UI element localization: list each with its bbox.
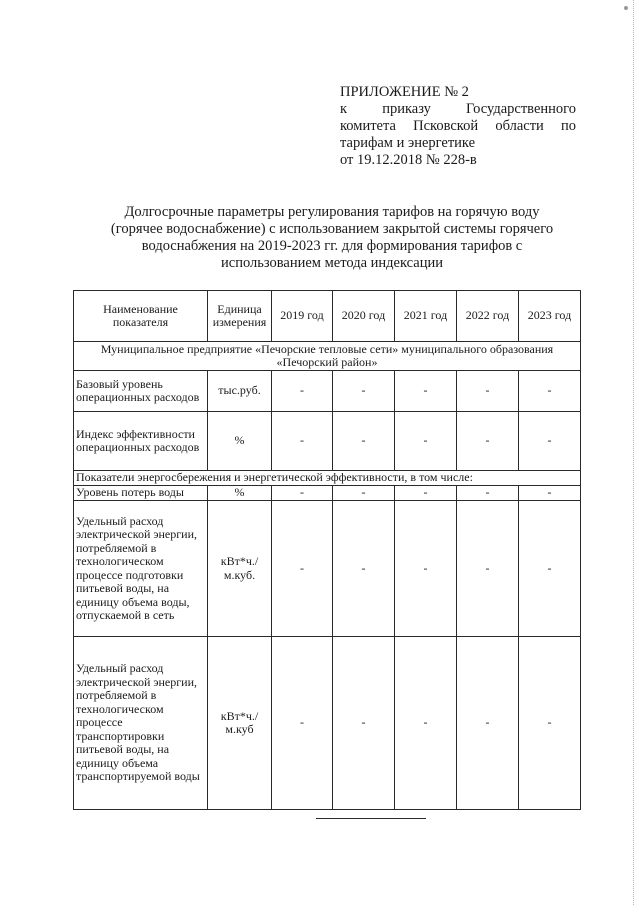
row-value: -: [333, 412, 395, 471]
row-name: Уровень потерь воды: [74, 486, 208, 501]
row-value: -: [519, 637, 581, 810]
header-year: 2019 год: [272, 291, 333, 342]
row-value: -: [333, 637, 395, 810]
row-value: -: [519, 371, 581, 412]
row-unit: %: [208, 412, 272, 471]
row-name: Удельный расход электрической энергии, потребляемой в технологическом процессе подготовки питьевой воды, на единицу объема воды, отпускаемой в сеть: [74, 501, 208, 637]
header-unit: Единица измерения: [208, 291, 272, 342]
scan-mark: [624, 6, 628, 10]
row-unit: %: [208, 486, 272, 501]
appendix-line: к приказу Государственного: [340, 101, 576, 117]
row-value: -: [457, 371, 519, 412]
section-row: [74, 471, 581, 486]
header-row: [74, 291, 581, 342]
header-year: 2022 год: [457, 291, 519, 342]
row-name: Удельный расход электрической энергии, потребляемой в технологическом процессе транспортировки питьевой воды, на единицу объема транспортируемой воды: [74, 637, 208, 810]
organization-row: [74, 342, 581, 371]
header-name: Наименование показателя: [74, 291, 208, 342]
header-year: 2020 год: [333, 291, 395, 342]
row-unit: кВт*ч./м.куб.: [208, 501, 272, 637]
title-line: Долгосрочные параметры регулирования тарифов на горячую воду: [124, 204, 540, 220]
row-name: Базовый уровень операционных расходов: [74, 371, 208, 412]
row-value: -: [272, 501, 333, 637]
row-value: -: [519, 501, 581, 637]
row-value: -: [272, 637, 333, 810]
section-label: Показатели энергосбережения и энергетической эффективности, в том числе:: [74, 471, 581, 486]
appendix-block: [340, 84, 576, 169]
row-value: -: [272, 486, 333, 501]
row-value: -: [519, 412, 581, 471]
table-row: [74, 637, 581, 810]
row-value: -: [457, 412, 519, 471]
title-line: использованием метода индексации: [221, 255, 443, 271]
row-value: -: [395, 412, 457, 471]
row-value: -: [333, 371, 395, 412]
footer-divider: [316, 818, 426, 819]
appendix-line: тарифам и энергетике: [340, 135, 476, 151]
row-value: -: [519, 486, 581, 501]
row-value: -: [395, 637, 457, 810]
row-value: -: [333, 486, 395, 501]
row-value: -: [333, 501, 395, 637]
appendix-date: от 19.12.2018 № 228-в: [340, 152, 477, 168]
header-year: 2023 год: [519, 291, 581, 342]
row-value: -: [272, 371, 333, 412]
row-value: -: [395, 486, 457, 501]
organization-name: Муниципальное предприятие «Печорские тепловые сети» муниципального образования «Печорский район»: [74, 342, 581, 371]
row-value: -: [395, 501, 457, 637]
row-unit: тыс.руб.: [208, 371, 272, 412]
scan-edge: [632, 0, 634, 905]
document-title: [90, 204, 574, 272]
appendix-line: комитета Псковской области по: [340, 118, 576, 134]
parameters-table: [73, 290, 581, 810]
header-year: 2021 год: [395, 291, 457, 342]
row-value: -: [457, 637, 519, 810]
row-name: Индекс эффективности операционных расходов: [74, 412, 208, 471]
row-value: -: [457, 486, 519, 501]
appendix-heading: ПРИЛОЖЕНИЕ № 2: [340, 84, 469, 100]
table-row: [74, 371, 581, 412]
title-line: (горячее водоснабжение) с использованием закрытой системы горячего: [110, 221, 554, 237]
row-unit: кВт*ч./м.куб: [208, 637, 272, 810]
table-row: [74, 501, 581, 637]
table-row: [74, 412, 581, 471]
table-row: [74, 486, 581, 501]
row-value: -: [457, 501, 519, 637]
row-value: -: [395, 371, 457, 412]
title-line: водоснабжения на 2019-2023 гг. для формирования тарифов с: [141, 238, 523, 254]
row-value: -: [272, 412, 333, 471]
